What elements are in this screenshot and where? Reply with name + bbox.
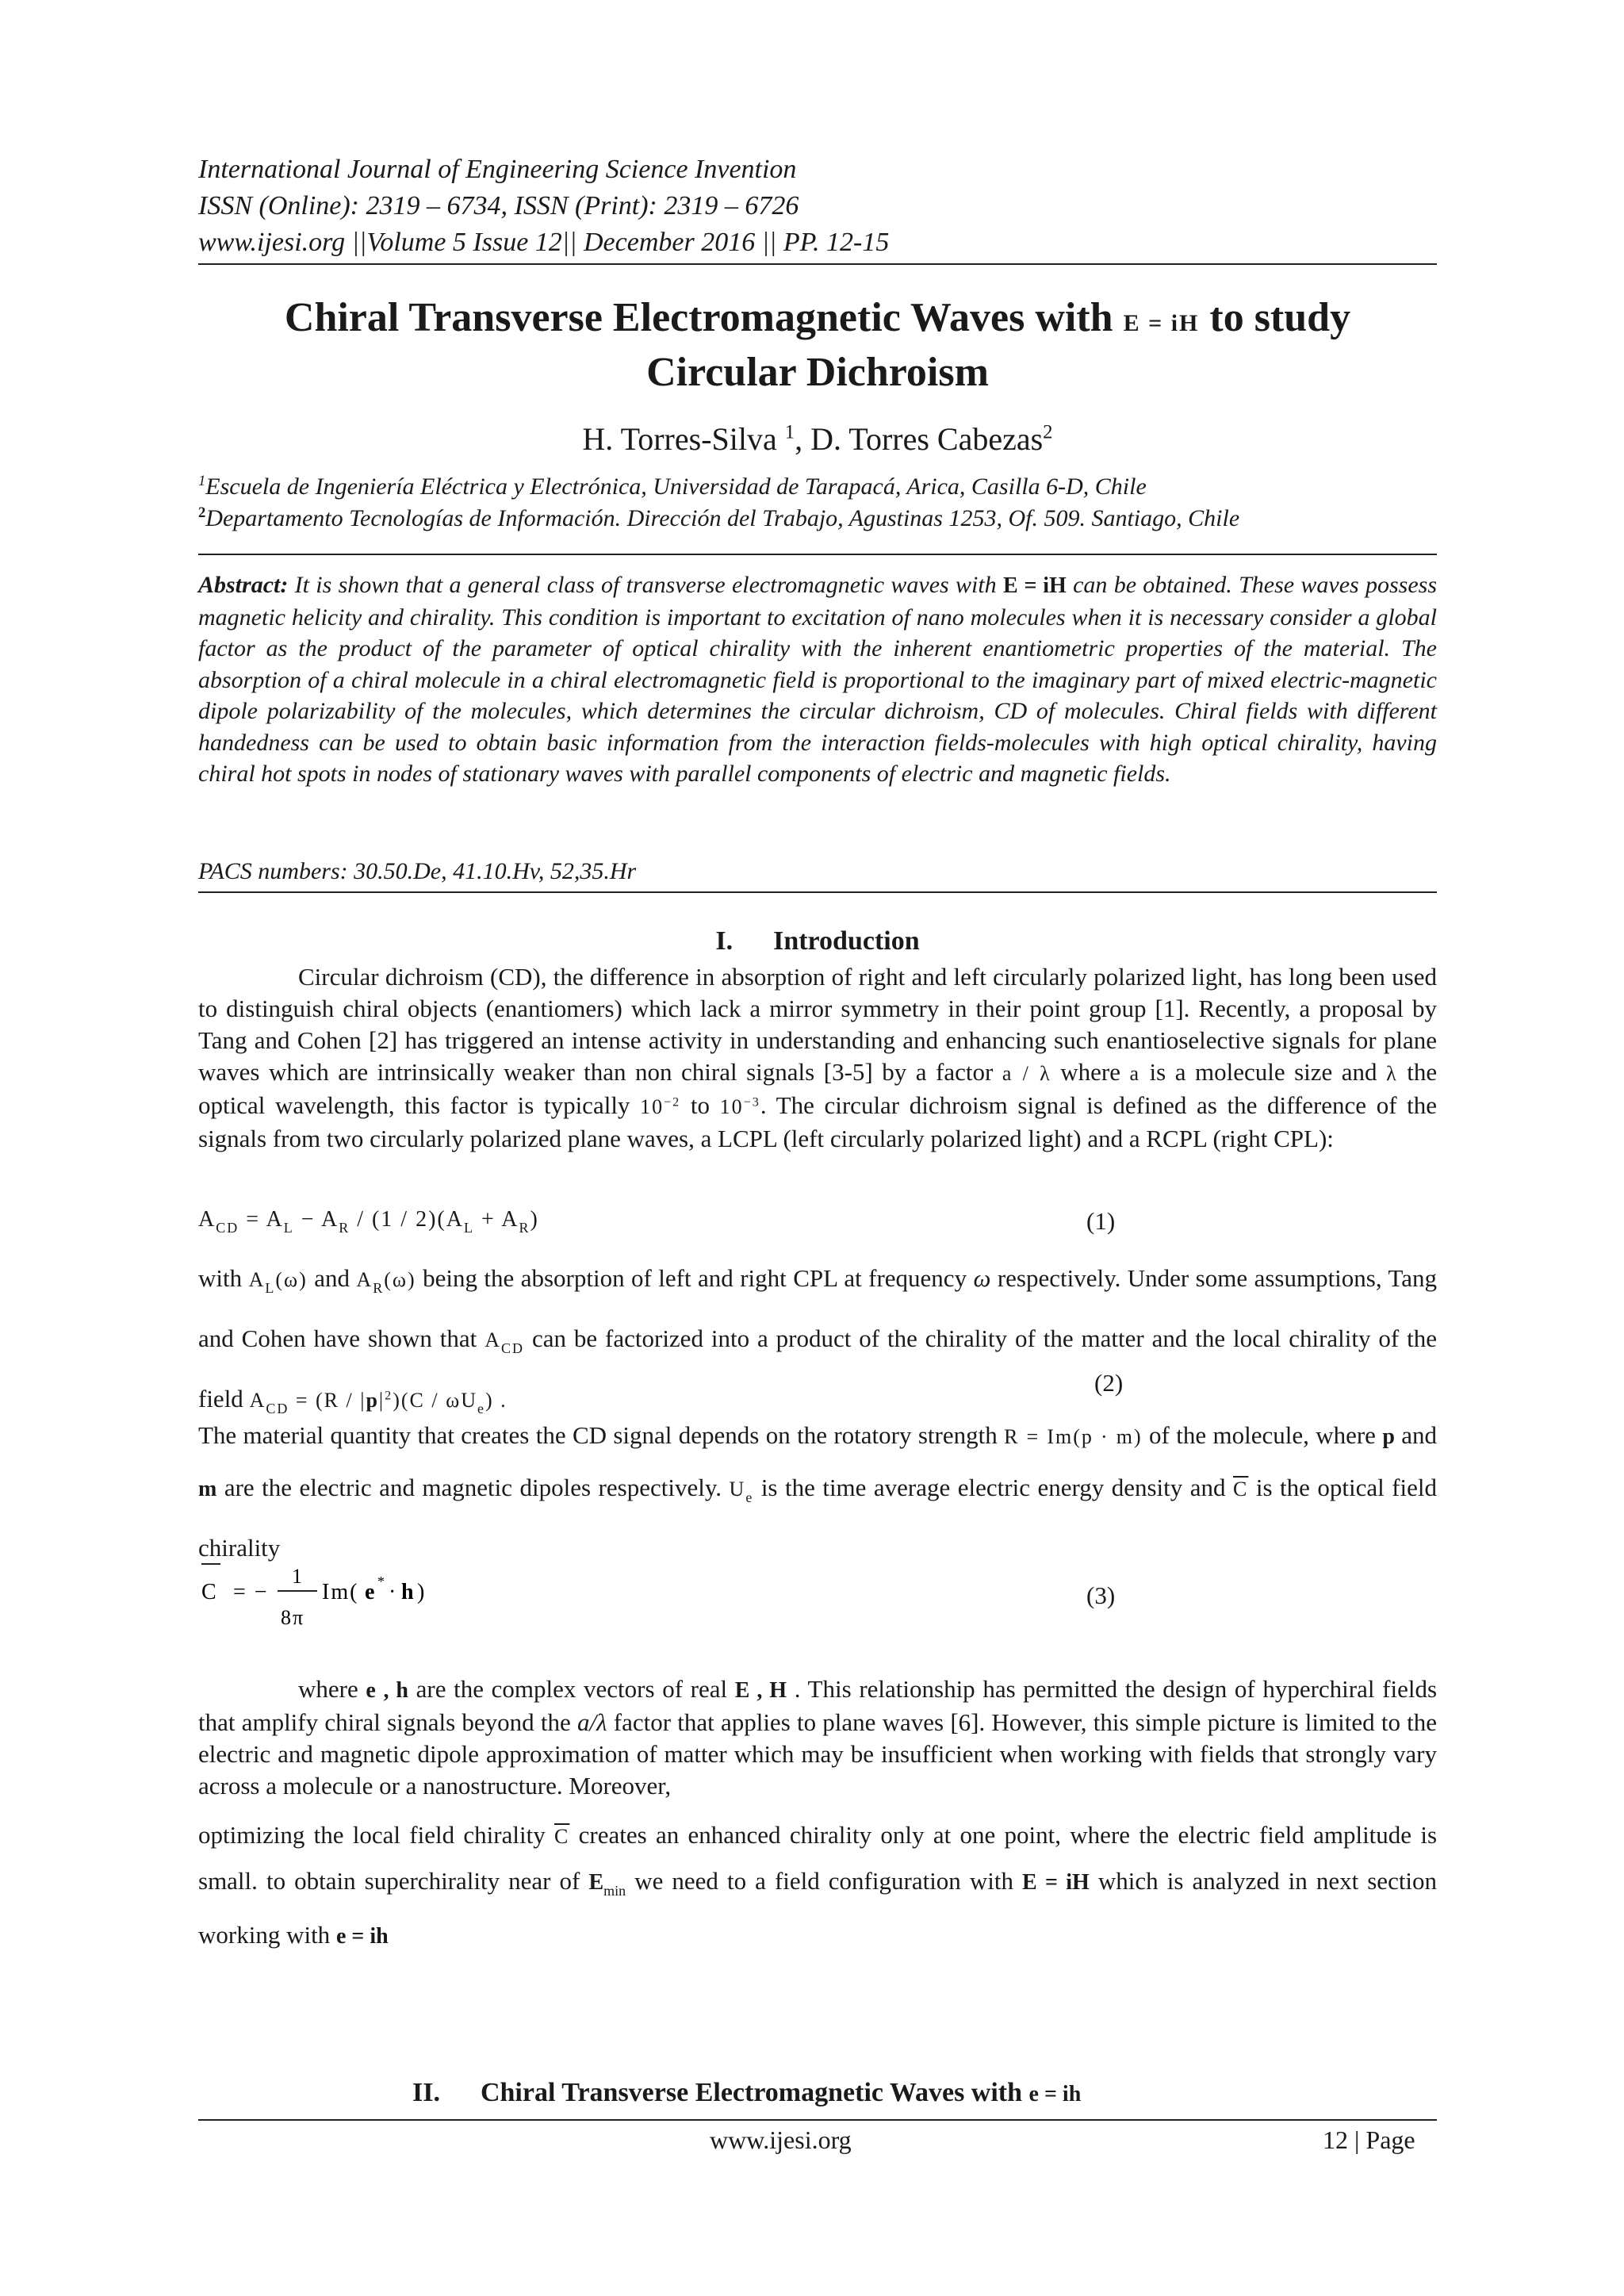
intro-p3-m: m <box>198 1477 217 1501</box>
equation-2-label: (2) <box>1094 1369 1124 1397</box>
intro-p2-with: with <box>198 1264 243 1292</box>
eq1-a: A <box>198 1207 216 1232</box>
intro-p2-omega: ω <box>973 1264 991 1292</box>
author-1: H. Torres-Silva <box>582 421 777 457</box>
svg-text:= −: = − <box>233 1580 269 1604</box>
intro-eq-ten-exp: −2 <box>664 1095 681 1110</box>
affiliation-2-sup: 2 <box>198 504 206 521</box>
abstract <box>198 569 1437 790</box>
intro-p4-limitations: factor that applies to plane waves [6]. However, this simple picture is limited to the electric and magnetic dipole approximation of matter which may be insufficient when working with fields that strongly vary across a molecule or a nanostructure. Moreover, <box>198 1708 1438 1800</box>
svg-text:8π: 8π <box>281 1606 305 1629</box>
intro-p3-p: p <box>1382 1424 1395 1449</box>
authors <box>198 420 1437 458</box>
intro-p4-e-ih-small: e = ih <box>335 1924 389 1949</box>
intro-p4-e: e <box>366 1678 376 1703</box>
intro-p4-where: where <box>298 1675 358 1703</box>
footer-rule <box>198 2119 1437 2121</box>
author-1-affil: 1 <box>784 421 795 443</box>
journal-issn: ISSN (Online): 2319 – 6734, ISSN (Print): 2319 – 6726 <box>198 191 799 220</box>
intro-paragraph-1 <box>198 961 1437 1155</box>
affiliation-2 <box>198 503 1437 535</box>
intro-eq-ten: 10 <box>640 1095 665 1118</box>
svg-text:e: e <box>365 1580 377 1604</box>
svg-text:): ) <box>417 1580 427 1604</box>
intro-p1-molecule-size: is a molecule size and <box>1149 1058 1377 1086</box>
svg-text:1: 1 <box>292 1565 304 1588</box>
intro-p1-cd-definition: . The circular dichroism signal is defined as the difference of the signals from two circularly polarized plane waves, a LCPL (left circularly polarized light) and a RCPL (right CPL): <box>198 1091 1438 1152</box>
title-line1-end: to study <box>1209 295 1351 340</box>
intro-p4-field-config: we need to a field configuration with <box>634 1867 1013 1895</box>
abstract-text-2: can be obtained. These waves possess magnetic helicity and chirality. This condition is important to excitation of nano molecules when it is necessary consider a global factor as the product of the parameter of optical chirality with the inherent enantiometric properties of the material. The absorption of a chiral molecule in a chiral electromagnetic field is proportional to the imaginary part of mixed electric-magnetic dipole polarizability of the molecules, which determines the circular dichroism, CD of molecules. Chiral fields with different handedness can be used to obtain basic information from the interaction fields-molecules with high optical chirality, having chiral hot spots in nodes of stationary waves with parallel components of electric and magnetic fields. <box>198 572 1437 787</box>
intro-p4-min-sub: min <box>603 1883 626 1899</box>
equation-1: $A_{CD} = A_L - A_R / (1 / 2)(A_L + A_R)$ <box>198 1207 539 1236</box>
pacs-numbers: PACS numbers: 30.50.De, 41.10.Hv, 52,35.Hr <box>198 858 637 884</box>
equation-1-label: (1) <box>1086 1207 1116 1235</box>
author-2: D. Torres Cabezas <box>810 421 1044 457</box>
section-1-number: I. <box>715 926 733 956</box>
intro-paragraph-4 <box>198 1673 1437 1802</box>
title-line2: Circular Dichroism <box>646 350 989 395</box>
intro-p1-typically: the optical wavelength, this factor is typically <box>198 1058 1438 1119</box>
journal-name: International Journal of Engineering Science Invention <box>198 155 797 184</box>
intro-paragraph-4b <box>198 1813 1437 1959</box>
intro-eq-a: a <box>1129 1062 1141 1085</box>
abstract-bottom-rule <box>198 891 1437 893</box>
intro-p4-which-is: which is <box>1097 1867 1184 1895</box>
intro-p3-time-average: is the time average electric <box>760 1474 1030 1501</box>
intro-p3-u-sub: e <box>745 1489 754 1505</box>
intro-p3-u: U <box>729 1478 746 1501</box>
affiliation-1-text: Escuela de Ingeniería Eléctrica y Electrónica, Universidad de Tarapacá, Arica, Casilla 6-D, Chile <box>205 473 1147 500</box>
intro-eq-ten-2-exp: −3 <box>743 1095 760 1110</box>
intro-p3-c: $\overline{C}$ <box>1233 1478 1249 1501</box>
intro-p4-h: , h <box>383 1678 408 1703</box>
intro-p3-energy-density: energy density and <box>1037 1474 1226 1501</box>
intro-p2-local-chirality: matter and the local chirality of the field <box>198 1324 1438 1412</box>
equation-3-label: (3) <box>1086 1581 1116 1609</box>
intro-eq-a-lambda: a / λ <box>1002 1062 1051 1085</box>
intro-p4-hyperchiral: . This relationship has permitted the design of hyperchiral fields that amplify chiral signals beyond the <box>198 1675 1438 1736</box>
svg-text:Im(: Im( <box>322 1580 359 1604</box>
intro-p4-e-min: E <box>588 1870 604 1895</box>
intro-p4-amplitude: amplitude is small. to obtain superchirality near of <box>198 1821 1438 1895</box>
footer-page-number: 12 | Page <box>1323 2125 1415 2154</box>
intro-p3-molecule: molecule, where <box>1212 1421 1376 1449</box>
header-rule <box>198 263 1437 265</box>
intro-p4-c: $\overline{C}$ <box>554 1825 570 1848</box>
intro-p4-optimizing: optimizing the local field chirality <box>198 1821 546 1849</box>
journal-issue: www.ijesi.org ||Volume 5 Issue 12|| December 2016 || PP. 12-15 <box>198 228 890 257</box>
section-1-title: Introduction <box>773 926 920 956</box>
paper-title <box>198 293 1437 397</box>
abstract-text-1: It is shown that a general class of transverse electromagnetic waves with <box>294 572 997 598</box>
intro-eq-lambda: λ <box>1386 1062 1398 1085</box>
intro-paragraph-3 <box>198 1410 1437 1573</box>
intro-p4-e-ih: E = iH <box>1022 1870 1090 1895</box>
section-2-number: II. <box>412 2078 440 2107</box>
section-2-equation: e = ih <box>1028 2082 1082 2106</box>
intro-p3-dipoles: are the electric and magnetic dipoles respectively. <box>224 1474 722 1501</box>
intro-p1-text: Circular dichroism (CD), the difference in absorption of right and left circularly polarized light, has long been used to distinguish chiral objects (enantiomers) which lack a mirror symmetry in their point group [1]. Recently, a proposal by Tang and Cohen [2] has triggered an intense activity in understanding and enhancing such enantioselective signals for plane waves which are intrinsically weaker than non chiral signals <box>198 963 1437 1086</box>
author-2-affil: 2 <box>1043 421 1053 443</box>
abstract-equation: E = iH <box>1002 573 1067 598</box>
abstract-label: Abstract: <box>198 572 289 598</box>
equation-3-svg <box>198 1559 579 1631</box>
intro-p2-assumptions: assumptions, Tang and Cohen have shown that <box>198 1264 1438 1352</box>
intro-p1-where: where <box>1060 1058 1120 1086</box>
footer-site: www.ijesi.org <box>710 2125 852 2154</box>
intro-p2-factorized: can be factorized into a product of the chirality of the <box>531 1324 1074 1352</box>
intro-p1-factor-text: [3-5] by a factor <box>823 1058 994 1086</box>
intro-p1-to: to <box>690 1091 710 1119</box>
intro-p3-and: and <box>1401 1421 1438 1449</box>
intro-p4-complex: are the complex vectors of real <box>416 1675 728 1703</box>
equation-3 <box>198 1559 579 1637</box>
author-separator: , <box>795 421 811 457</box>
svg-text:h: h <box>401 1580 416 1604</box>
section-2-title: Chiral Transverse Electromagnetic Waves with <box>480 2078 1023 2107</box>
intro-p4-a-lambda: a/λ <box>577 1708 607 1736</box>
intro-p3-optical-chirality: is the optical field chirality <box>198 1474 1437 1562</box>
svg-text:·: · <box>389 1580 398 1604</box>
section-1-heading <box>198 926 1437 956</box>
affiliation-1-sup: 1 <box>198 473 206 489</box>
intro-p2-absorption: being the absorption of left and right CPL at frequency <box>423 1264 967 1292</box>
affiliation-2-text: Departamento Tecnologías de Información. Dirección del Trabajo, Agustinas 1253, Of. 509. Santiago, Chile <box>205 505 1240 531</box>
intro-p3-of-the: of the <box>1149 1421 1207 1449</box>
abstract-top-rule <box>198 554 1437 555</box>
intro-p2-respectively: respectively. Under some <box>997 1264 1248 1292</box>
intro-p4-analyzed: analyzed in next section working with <box>198 1867 1438 1949</box>
affiliation-1 <box>198 471 1437 503</box>
intro-p3-rotatory: The material quantity that creates the CD signal depends on the rotatory strength <box>198 1421 998 1449</box>
eq1-rest: = A <box>246 1207 284 1232</box>
title-equation: E = iH <box>1123 310 1200 336</box>
intro-p3-rotatory-eq: R = Im(p · m) <box>1004 1425 1143 1448</box>
section-2-heading <box>412 2078 1081 2108</box>
intro-paragraph-2: with $A_L(\omega)$ and $A_R(\omega)$ being the absorption of left and right CPL at frequency ω respectively. Under some assumptions, Tang and Cohen have shown that $A_{CD}$ can be factorized into a product of the chirality of the matter and the local chirality of the field $A_{CD} = (R / |p|^2)(C / \omega U_e)$ . <box>198 1264 1438 1416</box>
intro-p2-and: and <box>314 1264 350 1292</box>
intro-p4-enhanced: creates an enhanced chirality only at one point, where the electric field <box>578 1821 1304 1849</box>
intro-eq-ten-2: 10 <box>719 1095 744 1118</box>
svg-text:C: C <box>201 1580 218 1604</box>
title-line1: Chiral Transverse Electromagnetic Waves with <box>284 295 1113 340</box>
intro-p4-eh: E , H <box>734 1678 787 1703</box>
svg-text:*: * <box>377 1573 386 1589</box>
